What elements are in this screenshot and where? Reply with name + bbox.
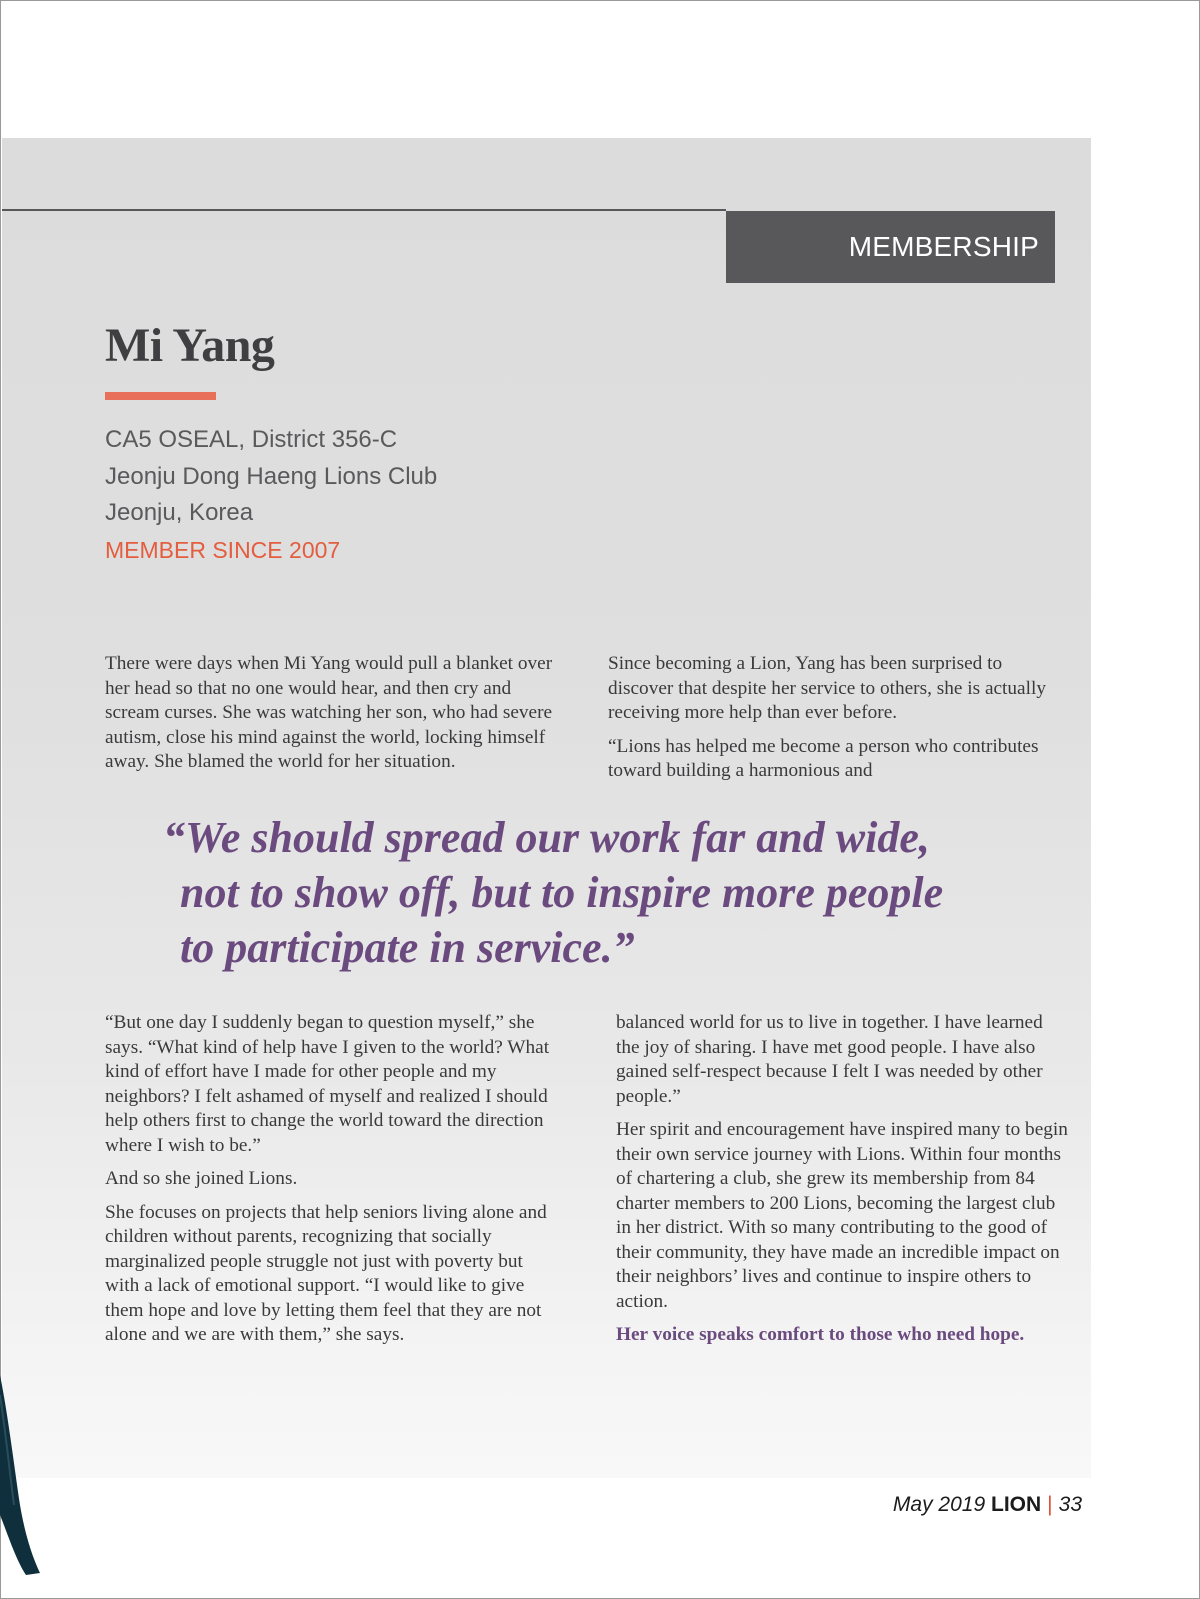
paragraph: And so she joined Lions. (105, 1168, 298, 1189)
paragraph: Since becoming a Lion, Yang has been surprised to discover that despite her service to others, she is actually receiving more help than ever before. (608, 653, 1046, 723)
paragraph: Her spirit and encouragement have inspired many to begin their own service journey with Lions. Within four months of chartering a club, she grew its membership from 84 charter members to 200 Lions, becoming the largest club in her district. With so many contributing to the good of their community, they have made an incredible impact on their neighbors’ lives and continue to inspire others to action. (616, 1119, 1068, 1312)
section-label: MEMBERSHIP (848, 231, 1039, 262)
body-column-2-bottom (616, 1011, 1071, 1357)
closing-line: Her voice speaks comfort to those who need hope. (616, 1324, 1025, 1345)
member-since: MEMBER SINCE 2007 (105, 536, 341, 563)
profile-position: CA5 OSEAL, District 356-C (105, 426, 398, 453)
body-column-2-top (608, 652, 1063, 793)
photo-figure-edge (0, 1375, 42, 1575)
profile-name: Mi Yang (105, 319, 275, 372)
section-tab (726, 211, 1055, 283)
pull-quote (163, 810, 1063, 975)
footer-magazine-name: LION (991, 1493, 1042, 1516)
paragraph: “But one day I suddenly began to question myself,” she says. “What kind of help have I given to the world? What kind of effort have I made for other people and my neighbors? I felt ashamed of myself and realized I should help others first to change the world toward the direction where I wish to be.” (105, 1012, 550, 1156)
pull-quote-line: to participate in service.” (180, 923, 635, 972)
paragraph: balanced world for us to live in together. I have learned the joy of sharing. I have met good people. I have also gained self-respect because I felt I was needed by other people.” (616, 1012, 1043, 1107)
pull-quote-line: not to show off, but to inspire more people (180, 868, 944, 917)
footer-separator: | (1047, 1493, 1053, 1516)
body-column-1-top (105, 652, 560, 784)
profile-location: Jeonju, Korea (105, 499, 254, 526)
page-number: 33 (1058, 1493, 1082, 1516)
name-underline (105, 392, 216, 400)
section-rule-line (2, 209, 726, 211)
body-column-1-bottom (105, 1011, 560, 1357)
profile-info (105, 422, 437, 568)
paragraph: She focuses on projects that help seniors living alone and children without parents, recognizing that socially marginalized people struggle not just with poverty but with a lack of emotional support. “I would like to give them hope and love by letting them feel that they are not alone and we are with them,” she says. (105, 1201, 547, 1345)
paragraph: “Lions has helped me become a person who contributes toward building a harmonious and (608, 735, 1039, 781)
profile-club: Jeonju Dong Haeng Lions Club (105, 462, 438, 490)
page-footer (893, 1493, 1082, 1517)
paragraph: There were days when Mi Yang would pull a blanket over her head so that no one would hear, and then cry and scream curses. She was watching her son, who had severe autism, close his mind against the world, locking himself away. She blamed the world for her situation. (105, 653, 553, 772)
pull-quote-line: “We should spread our work far and wide, (163, 813, 930, 862)
footer-date: May 2019 (892, 1493, 986, 1516)
